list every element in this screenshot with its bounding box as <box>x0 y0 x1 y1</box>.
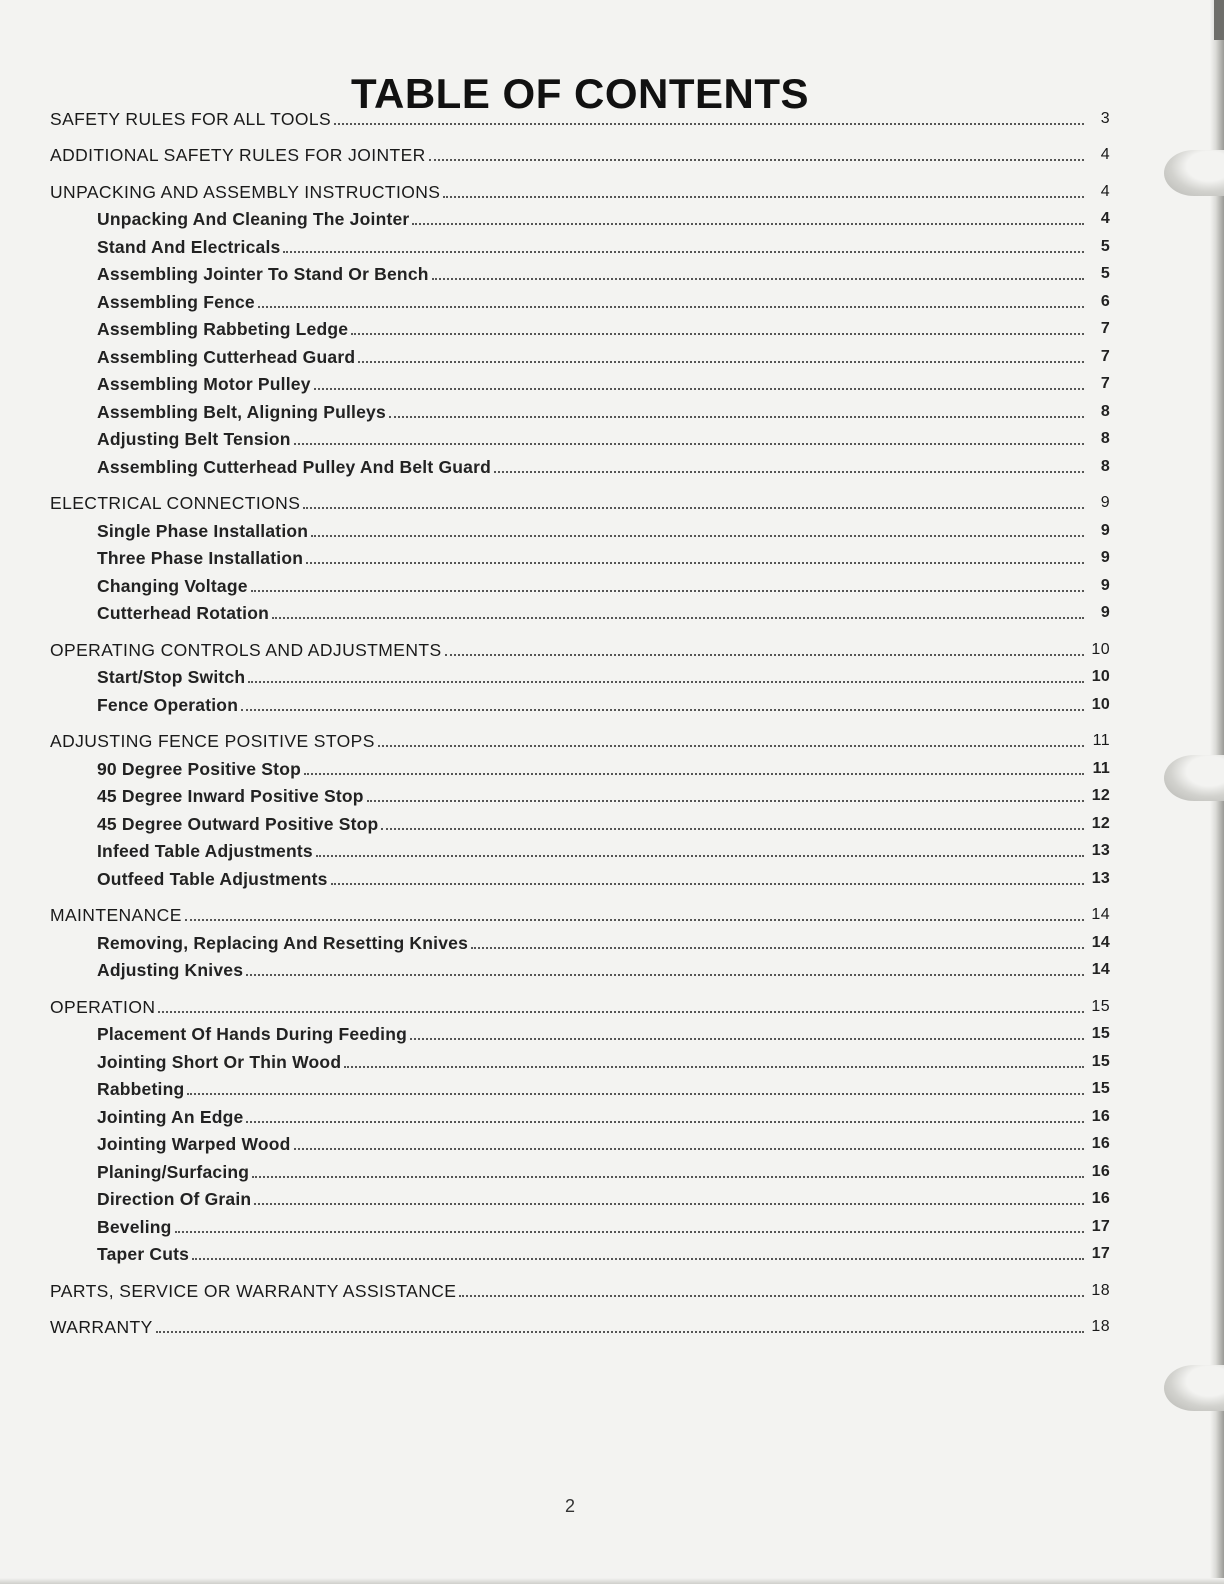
toc-page-number: 11 <box>1092 732 1110 749</box>
toc-entry-label: Adjusting Belt Tension <box>97 429 291 449</box>
toc-page-number: 10 <box>1091 640 1110 658</box>
toc-subentry[interactable] <box>50 452 1110 480</box>
binder-edge-shadow <box>1214 0 1224 40</box>
toc-entry-label: Direction Of Grain <box>97 1189 252 1209</box>
toc-page-number: 15 <box>1091 1052 1110 1070</box>
toc-section-entry[interactable] <box>50 992 1110 1020</box>
toc-entry-label: Placement Of Hands During Feeding <box>97 1024 407 1044</box>
toc-section <box>50 177 1110 480</box>
toc-subentry[interactable] <box>50 782 1110 810</box>
dot-leader <box>410 1038 1084 1040</box>
toc-page-number: 10 <box>1091 695 1110 713</box>
toc-page-number: 7 <box>1100 320 1110 337</box>
dot-leader <box>241 709 1084 711</box>
toc-section-entry[interactable] <box>50 727 1110 755</box>
table-of-contents <box>50 104 1110 1349</box>
dot-leader <box>331 883 1084 885</box>
toc-section-entry[interactable] <box>50 1276 1110 1304</box>
toc-page-number: 8 <box>1100 457 1110 475</box>
toc-section <box>50 141 1110 169</box>
dot-leader <box>254 1203 1084 1205</box>
toc-page-number: 7 <box>1100 375 1110 392</box>
dot-leader <box>412 223 1084 225</box>
toc-entry-label: Rabbeting <box>97 1079 185 1099</box>
dot-leader <box>192 1258 1084 1260</box>
toc-entry-label: Single Phase Installation <box>97 520 309 541</box>
toc-page-number: 12 <box>1091 814 1110 832</box>
toc-subentry[interactable] <box>50 1157 1110 1185</box>
dot-leader <box>381 828 1084 830</box>
dot-leader <box>272 617 1084 619</box>
toc-section-entry[interactable] <box>50 635 1110 663</box>
toc-subentry[interactable] <box>50 425 1110 453</box>
dot-leader <box>156 1331 1084 1333</box>
dot-leader <box>316 855 1084 857</box>
toc-section-entry[interactable] <box>50 141 1110 169</box>
toc-entry-label: Adjusting Knives <box>97 960 244 980</box>
binder-hole <box>1164 1365 1224 1411</box>
toc-entry-label: Assembling Cutterhead Guard <box>97 346 356 367</box>
toc-subentry[interactable] <box>50 599 1110 627</box>
toc-subentry[interactable] <box>50 837 1110 865</box>
toc-subentry[interactable] <box>50 663 1110 691</box>
toc-page-number: 16 <box>1091 1135 1110 1152</box>
dot-leader <box>246 1121 1084 1123</box>
toc-subentry[interactable] <box>50 1185 1110 1213</box>
dot-leader <box>378 745 1084 747</box>
toc-page-number: 14 <box>1091 961 1110 978</box>
toc-entry-label: 45 Degree Inward Positive Stop <box>97 786 364 806</box>
toc-entry-label: Taper Cuts <box>97 1244 190 1264</box>
toc-subentry[interactable] <box>50 315 1110 343</box>
toc-page-number: 12 <box>1091 787 1110 804</box>
toc-page-number: 18 <box>1091 1281 1110 1299</box>
dot-leader <box>258 306 1084 308</box>
dot-leader <box>389 416 1084 418</box>
dot-leader <box>306 562 1084 564</box>
toc-page-number: 15 <box>1091 1025 1110 1042</box>
toc-page-number: 8 <box>1100 430 1110 447</box>
toc-entry-label: WARRANTY <box>50 1317 153 1337</box>
dot-leader <box>429 159 1084 161</box>
toc-page-number: 18 <box>1091 1318 1110 1335</box>
toc-subentry[interactable] <box>50 342 1110 370</box>
toc-entry-label: 90 Degree Positive Stop <box>97 758 301 779</box>
toc-page-number: 5 <box>1100 237 1110 255</box>
toc-page-number: 6 <box>1100 292 1110 310</box>
toc-section <box>50 489 1110 627</box>
toc-entry-label: Jointing Warped Wood <box>97 1134 291 1154</box>
toc-entry-label: Assembling Motor Pulley <box>97 374 311 394</box>
toc-subentry[interactable] <box>50 516 1110 544</box>
toc-section <box>50 1313 1110 1341</box>
toc-entry-label: ADDITIONAL SAFETY RULES FOR JOINTER <box>50 145 426 165</box>
page-number: 2 <box>564 1496 575 1516</box>
dot-leader <box>294 1148 1084 1150</box>
dot-leader <box>252 1176 1084 1178</box>
dot-leader <box>294 443 1084 445</box>
toc-page-number: 13 <box>1091 842 1110 859</box>
dot-leader <box>459 1295 1084 1297</box>
dot-leader <box>283 251 1084 253</box>
toc-entry-label: Planing/Surfacing <box>97 1161 250 1182</box>
dot-leader <box>494 471 1084 473</box>
toc-entry-label: Start/Stop Switch <box>97 667 246 687</box>
toc-page-number: 14 <box>1091 933 1110 951</box>
toc-entry-label: ADJUSTING FENCE POSITIVE STOPS <box>50 731 375 751</box>
toc-subentry[interactable] <box>50 287 1110 315</box>
toc-entry-label: OPERATION <box>50 996 156 1017</box>
dot-leader <box>334 123 1084 125</box>
toc-page-number: 11 <box>1092 759 1110 777</box>
toc-entry-label: Assembling Belt, Aligning Pulleys <box>97 401 386 422</box>
toc-page-number: 14 <box>1091 906 1110 923</box>
toc-entry-label: 45 Degree Outward Positive Stop <box>97 813 379 834</box>
toc-entry-label: Assembling Rabbeting Ledge <box>97 319 349 339</box>
toc-entry-label: Beveling <box>97 1216 172 1237</box>
toc-page-number: 17 <box>1091 1217 1110 1235</box>
toc-section <box>50 1276 1110 1304</box>
toc-entry-label: Assembling Jointer To Stand Or Bench <box>97 264 429 284</box>
page-bottom-edge <box>0 1578 1224 1584</box>
dot-leader <box>187 1093 1084 1095</box>
toc-subentry[interactable] <box>50 1047 1110 1075</box>
dot-leader <box>314 388 1084 390</box>
toc-entry-label: Jointing An Edge <box>97 1106 244 1127</box>
toc-page-number: 17 <box>1091 1245 1110 1262</box>
toc-page-number: 16 <box>1091 1162 1110 1180</box>
toc-subentry[interactable] <box>50 754 1110 782</box>
toc-page-number: 7 <box>1100 347 1110 365</box>
toc-entry-label: Stand And Electricals <box>97 236 281 257</box>
dot-leader <box>445 654 1084 656</box>
binder-hole <box>1164 150 1224 196</box>
toc-page-number: 9 <box>1100 521 1110 539</box>
toc-section-entry[interactable] <box>50 489 1110 517</box>
toc-page-number: 15 <box>1091 1080 1110 1097</box>
toc-subentry[interactable] <box>50 956 1110 984</box>
dot-leader <box>367 800 1084 802</box>
binder-hole <box>1164 755 1224 801</box>
toc-page-number: 10 <box>1091 668 1110 685</box>
toc-entry-label: OPERATING CONTROLS AND ADJUSTMENTS <box>50 639 442 660</box>
dot-leader <box>246 974 1084 976</box>
toc-section-entry[interactable] <box>50 104 1110 132</box>
toc-entry-label: Infeed Table Adjustments <box>97 841 313 861</box>
toc-entry-label: MAINTENANCE <box>50 905 182 925</box>
toc-entry-label: Fence Operation <box>97 694 239 715</box>
toc-section <box>50 635 1110 718</box>
toc-subentry[interactable] <box>50 260 1110 288</box>
toc-subentry[interactable] <box>50 1212 1110 1240</box>
toc-entry-label: PARTS, SERVICE OR WARRANTY ASSISTANCE <box>50 1280 457 1301</box>
dot-leader <box>248 681 1084 683</box>
toc-page-number: 4 <box>1100 146 1110 163</box>
page-title: TABLE OF CONTENTS <box>350 70 810 118</box>
dot-leader <box>351 333 1084 335</box>
toc-subentry[interactable] <box>50 1130 1110 1158</box>
toc-subentry[interactable] <box>50 370 1110 398</box>
toc-section-entry[interactable] <box>50 901 1110 929</box>
toc-page-number: 15 <box>1091 997 1110 1015</box>
dot-leader <box>303 507 1084 509</box>
toc-section <box>50 727 1110 892</box>
toc-page-number: 9 <box>1100 604 1110 621</box>
toc-subentry[interactable] <box>50 571 1110 599</box>
dot-leader <box>471 947 1084 949</box>
toc-page-number: 3 <box>1100 109 1110 127</box>
dot-leader <box>311 535 1084 537</box>
toc-section <box>50 104 1110 132</box>
toc-subentry[interactable] <box>50 1020 1110 1048</box>
toc-page-number: 9 <box>1100 494 1110 511</box>
toc-subentry[interactable] <box>50 1240 1110 1268</box>
toc-entry-label: Changing Voltage <box>97 575 248 596</box>
dot-leader <box>251 590 1084 592</box>
toc-page-number: 9 <box>1100 576 1110 594</box>
dot-leader <box>358 361 1084 363</box>
toc-page-number: 16 <box>1091 1190 1110 1207</box>
toc-entry-label: Jointing Short Or Thin Wood <box>97 1051 342 1072</box>
toc-subentry[interactable] <box>50 928 1110 956</box>
dot-leader <box>158 1011 1084 1013</box>
toc-subentry[interactable] <box>50 864 1110 892</box>
toc-subentry[interactable] <box>50 397 1110 425</box>
toc-page-number: 8 <box>1100 402 1110 420</box>
dot-leader <box>185 919 1084 921</box>
toc-entry-label: Outfeed Table Adjustments <box>97 868 328 889</box>
toc-subentry[interactable] <box>50 1075 1110 1103</box>
toc-subentry[interactable] <box>50 205 1110 233</box>
toc-subentry[interactable] <box>50 690 1110 718</box>
toc-entry-label: Unpacking And Cleaning The Jointer <box>97 209 410 229</box>
dot-leader <box>443 196 1084 198</box>
dot-leader <box>344 1066 1084 1068</box>
toc-entry-label: Removing, Replacing And Resetting Knives <box>97 932 469 953</box>
toc-entry-label: Assembling Fence <box>97 291 255 312</box>
toc-section <box>50 901 1110 984</box>
dot-leader <box>304 773 1084 775</box>
toc-page-number: 9 <box>1100 549 1110 566</box>
toc-entry-label: UNPACKING AND ASSEMBLY INSTRUCTIONS <box>50 181 441 202</box>
toc-entry-label: Cutterhead Rotation <box>97 603 269 623</box>
toc-page-number: 13 <box>1091 869 1110 887</box>
toc-section-entry[interactable] <box>50 177 1110 205</box>
toc-entry-label: Three Phase Installation <box>97 548 304 568</box>
toc-subentry[interactable] <box>50 232 1110 260</box>
toc-subentry[interactable] <box>50 544 1110 572</box>
toc-entry-label: ELECTRICAL CONNECTIONS <box>50 493 301 513</box>
dot-leader <box>432 278 1084 280</box>
toc-entry-label: Assembling Cutterhead Pulley And Belt Guard <box>97 456 491 477</box>
dot-leader <box>175 1231 1084 1233</box>
toc-page-number: 4 <box>1100 182 1110 200</box>
toc-subentry[interactable] <box>50 809 1110 837</box>
toc-page-number: 5 <box>1100 265 1110 282</box>
toc-page-number: 4 <box>1100 210 1110 227</box>
toc-entry-label: SAFETY RULES FOR ALL TOOLS <box>50 108 332 129</box>
toc-subentry[interactable] <box>50 1102 1110 1130</box>
toc-section <box>50 992 1110 1267</box>
toc-page-number: 16 <box>1091 1107 1110 1125</box>
toc-section-entry[interactable] <box>50 1313 1110 1341</box>
